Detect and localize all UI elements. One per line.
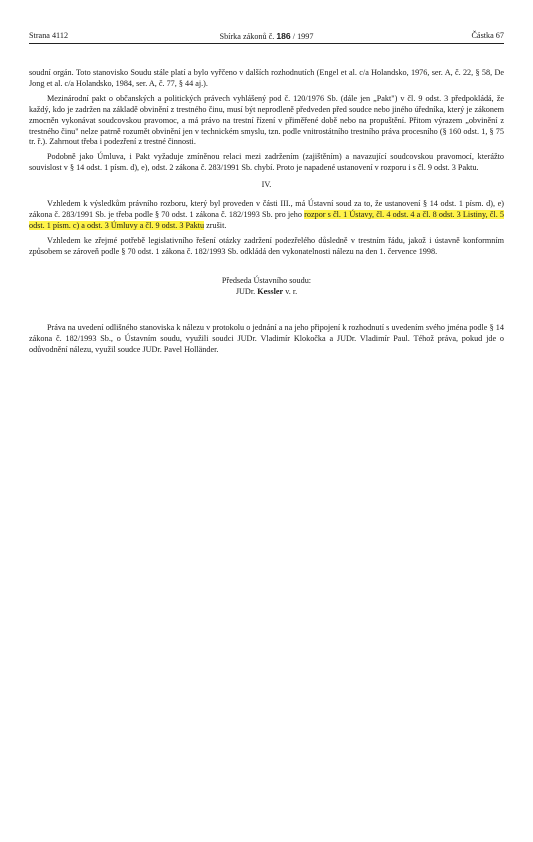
journal-number: 186 (276, 31, 291, 41)
signature-prefix: JUDr. (235, 286, 256, 296)
signature-title: Předseda Ústavního soudu: (221, 275, 312, 285)
paragraph (29, 199, 504, 232)
document-body (29, 68, 504, 360)
signature-suffix: v. r. (285, 286, 298, 296)
journal-prefix: Sbírka zákonů č. (219, 32, 275, 41)
signature-surname: Kessler (257, 286, 284, 296)
paragraph: Vzhledem ke zřejmé potřebě legislativního řešení otázky zadržení podezřelého důsledně v trestním řádu, jakož i ústavně konformním způsobem se zároveň podle § 70 odst. 1 zákona č. 182/1993 Sb. odkládá den vykonatelnosti nálezu na den 1. července 1998. (29, 235, 504, 256)
paragraph: Mezinárodní pakt o občanských a politických právech vyhlášený pod č. 120/1976 Sb. (dále jen „Pakt") v čl. 9 odst. 3 předpokládá, že každý, kdo je zadržen na základě obvinění z trestného činu, musí být neprodleně předveden před soudce nebo jiného úředníka, který je zákonem zmocněn vykonávat soudcovskou pravomoc, a má právo na trestní řízení v přiměřené době nebo na propuštění. Přitom výrazem „obvinění z trestného činu" nelze patrně rozumět obvinění jen v technickém smyslu, tzn. podle vnitrostátního trestního práva procesního (§ 160 odst. 1, § 75 tr. ř.). Zahrnout třeba i podezření z trestné činnosti. (29, 93, 504, 147)
journal-title (29, 31, 504, 43)
paragraph: Práva na uvedení odlišného stanoviska k nálezu v protokolu o jednání a na jeho připojení k rozhodnutí s uvedením svého jména podle § 14 zákona č. 182/1993 Sb., o Ústavním soudu, využili soudci JUDr. Vladimír Klokočka a JUDr. Vladimír Paul. Téhož práva, pokud jde o odůvodnění nálezu, využil soudce JUDr. Pavel Holländer. (29, 323, 504, 355)
journal-year: / 1997 (292, 32, 314, 41)
paragraph: Podobně jako Úmluva, i Pakt vyžaduje zmíněnou relaci mezi zadržením (zajištěním) a navazující soudcovskou pravomocí, kterážto souvislost v § 14 odst. 1 písm. d), e), odst. 2 zákona č. 283/1991 Sb. chybí. Proto je napadené ustanovení v rozporu i s čl. 9 odst. 3 Paktu. (29, 152, 504, 173)
paragraph-text: zrušit. (204, 220, 227, 230)
page-header (29, 31, 504, 44)
signature-name (29, 287, 504, 298)
section-heading: IV. (261, 180, 272, 190)
part-number: Částka 67 (471, 31, 504, 40)
highlighted-text: rozpor s čl. 1 Ústavy, čl. 4 odst. 4 a čl. 8 odst. 3 Listiny, čl. 5 odst. 1 písm. c) a odst. 3 Úmluvy a čl. 9 odst. 3 Paktu (29, 209, 504, 230)
paragraph-text: Vzhledem k výsledkům právního rozboru, který byl proveden v části III., má Ústavní soud za to, že ustanovení § 14 odst. 1 písm. d), e) zákona č. 283/1991 Sb. je třeba podle § 70 odst. 1 zákona č. 182/1993 Sb. pro jeho (29, 199, 504, 219)
paragraph: soudní orgán. Toto stanovisko Soudu stále platí a bylo vyřčeno v dalších rozhodnutích (Engel et al. c/a Holandsko, 1976, ser. A, č. 22, § 58, De Jong et al. c/a Holandsko, 1984, ser. A, č. 77, § 44 aj.). (29, 68, 504, 88)
page-number: Strana 4112 (29, 31, 69, 40)
